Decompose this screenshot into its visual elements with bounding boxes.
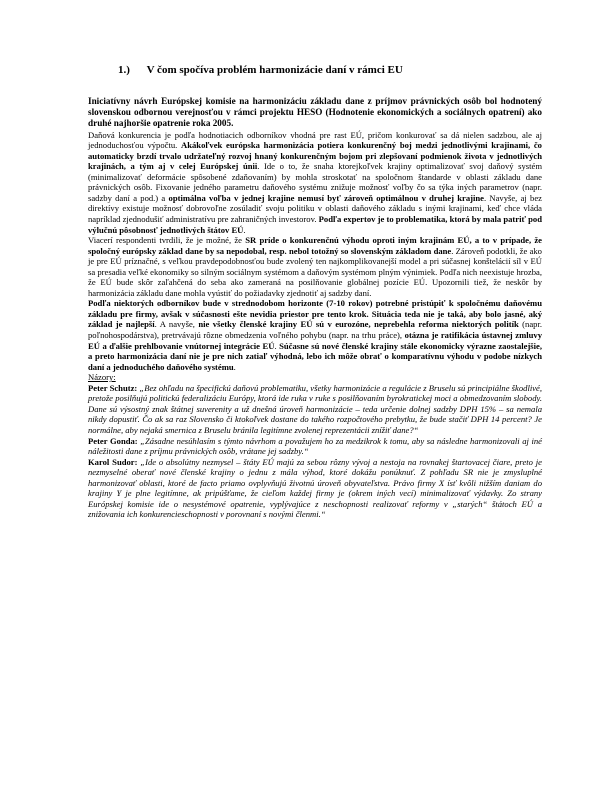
emphasis-segment: Podľa niektorých odborníkov bude v strednodobom horizonte (7-10 rokov) potrebné pristúpiť k spoločnému daňovému základu pre firmy, avšak v súčasnosti ešte nevidia priestor pre tento krok. Situácia teda nie je taká, aby bolo jasné, aký základ je najlepší — [88, 298, 542, 330]
emphasis-segment: Akákoľvek európska harmonizácia potiera konkurenčný boj medzi jednotlivými krajinami, čo automaticky brzdí trvalo udržateľný rozvoj hnaný konkurenčným bojom pri zlepšovaní podmienok života v jednotlivých krajinách, a tým aj v celej Európskej únii — [88, 140, 542, 172]
emphasis-segment: Súčasne sú nové členské krajiny stále ekonomicky výrazne zaostalejšie, a preto harmonizácia daní nie je pre nich zatiaľ výhodná, lebo ich môže obrať o komparatívnu výhodu v podobe nízkych daní a jednoduchého daňového systému — [88, 340, 542, 372]
opinion-author: Peter Gonda: — [88, 435, 141, 446]
opinion-quote: „Zásadne nesúhlasím s týmto návrhom a považujem ho za medzikrok k tomu, aby sa následne harmonizovali aj iné náležitosti dane z príjmu právnických osôb, vrátane jej sadzby.“ — [88, 435, 542, 457]
opinion-sudor — [88, 457, 542, 520]
opinions-heading: Názory: — [88, 372, 116, 383]
section-title: V čom spočíva problém harmonizácie daní v rámci EU — [146, 64, 403, 76]
text-segment: Daňová konkurencia je podľa hodnotiacich odborníkov vhodná pre rast EÚ, pričom konkurovať sa dá nielen sadzbou, ale aj jednoduchosťou výpočtu. — [88, 129, 542, 151]
opinion-author: Peter Schutz: — [88, 382, 140, 393]
section-heading — [118, 64, 542, 76]
text-segment: . Ide o to, že snaha ktorejkoľvek krajiny optimalizovať svoj daňový systém (minimalizovať deformácie spôsobené zdaňovaním) by mohla stroskotať na spoločnom štandarde v oblasti základu dane právnických osôb. Fixovanie jedného parametru daňového systému znižuje možnosť voľby čo sa týka iných parametrov (napr. sadzby daní a pod.) a — [88, 161, 542, 203]
opinion-quote: „Ide o absolútny nezmysel – štáty EÚ majú za sebou rôzny vývoj a nestoja na rovnakej štartovacej čiare, preto je nezmyselné oberať nové členské krajiny o jednu z mála výhod, ktoré dokážu ponúknuť. Z pohľadu SR nie je zmysluplné harmonizovať oblasti, ktoré de facto priamo ovplyvňujú životnú úroveň obyvateľstva. Právo firmy X ísť kvôli nižším daniam do krajiny Y je plne legitímne, ak pripúšťame, že cieľom každej firmy je (okrem iných vecí) minimalizovať výdavky. Zo strany Európskej komisie ide o nesystémové opatrenie, vyplývajúce z neschopnosti realizovať reformy v „starých“ štátoch EÚ a znižovania ich konkurencieschopnosti v porovnaní s novými členmi.“ — [88, 456, 542, 520]
text-segment: (napr. poľnohospodárstva), pretrvávajú rôzne obmedzenia voľného pohybu (napr. na trhu práce), — [88, 319, 542, 340]
text-segment: . A navyše, — [154, 319, 199, 330]
opinion-quote: „Bez ohľadu na špecifickú daňovú problematiku, všetky harmonizácie a regulácie z Bruselu sú principiálne škodlivé, pretože posilňujú politickú federalizáciu Európy, ktorá ide ruka v ruke s posilňovaním byrokratickej moci a obmedzovaním slobody. Dane sú výsostný znak štátnej suverenity a už dnešná úroveň harmonizácie – teda určenie dolnej sadzby DPH 15% – sa nemala nikdy dopustiť. Čo ak sa raz Slovensko či ktokoľvek dostane do takého rozpočtového prebytku, že bude stačiť DPH 14 percent? Je normálne, aby nejaká smernica z Bruselu bránila legitímne zvolenej reprezentácii znížiť dane?“ — [88, 382, 542, 435]
emphasis-segment: optimálna voľba v jednej krajine nemusí byť zároveň optimálnou v druhej krajine — [168, 192, 484, 203]
paragraph-experts-horizon — [88, 298, 542, 372]
text-segment: . Podľa nich neexistuje hrozba, že EÚ bude skôr zaľahčená do seba ako zameraná na posilňovanie globálnej pozície EÚ. Upozornili tiež, že neskôr by harmonizácia základu dane mohla vyústiť do požiadavky zjednotiť aj sadzby daní. — [88, 266, 543, 298]
text-segment: . Zároveň podotkli, že ako je pre EÚ príznačné, s veľkou pravdepodobnosťou bude zvolený ten najkomplikovanejší model a pri súčasnej konštelácií síl v EÚ sa presadia veľké ekonomiky so silným sociálnym systémom a daňovým systémom plným výnimiek — [88, 245, 542, 277]
opinion-author: Karol Sudor: — [88, 456, 141, 467]
emphasis-segment: SR príde o konkurenčnú výhodu oproti iným krajinám EÚ, a to v prípade, že spoločný európsky základ dane by sa nepodobal, resp. nebol totožný so slovenským základom dane — [88, 235, 543, 256]
emphasis-segment: nie všetky členské krajiny EÚ sú v eurozóne, neprebehla reforma niektorých politík — [198, 319, 519, 330]
text-segment: . Navyše, aj bez direktívy existuje možnosť dobrovoľne zosúladiť svoju politiku v oblasti daňového základu s inými krajinami, keď chce vláda napríklad zjednodušiť administratívu pre zahraničných investorov. — [88, 192, 542, 224]
lead-paragraph: Iniciatívny návrh Európskej komisie na harmonizáciu základu dane z príjmov právnických osôb bol hodnotený slovenskou odbornou verejnosťou v rámci projektu HESO (Hodnotenie ekonomických a sociálnych opatrení) ako druhé najhoršie opatrenie roka 2005. — [88, 96, 542, 129]
emphasis-segment: Podľa expertov je to problematika, ktorá by mala patriť pod výlučnú pôsobnosť jednotlivých štátov EÚ — [88, 213, 542, 235]
paragraph-respondents — [88, 235, 542, 298]
emphasis-segment: otázna je ratifikácia ústavnej zmluvy EÚ a ďalšie prehlbovanie vnútornej integrácie EÚ — [88, 330, 542, 351]
text-segment: . — [233, 361, 236, 372]
section-number: 1.) — [118, 64, 130, 76]
text-segment: . — [274, 340, 280, 351]
text-segment: Viacerí respondenti tvrdili, že je možné, že — [88, 235, 246, 246]
text-segment: . — [243, 224, 246, 235]
paragraph-tax-competition — [88, 130, 542, 235]
opinion-gonda — [88, 436, 542, 457]
opinion-schutz — [88, 383, 542, 436]
